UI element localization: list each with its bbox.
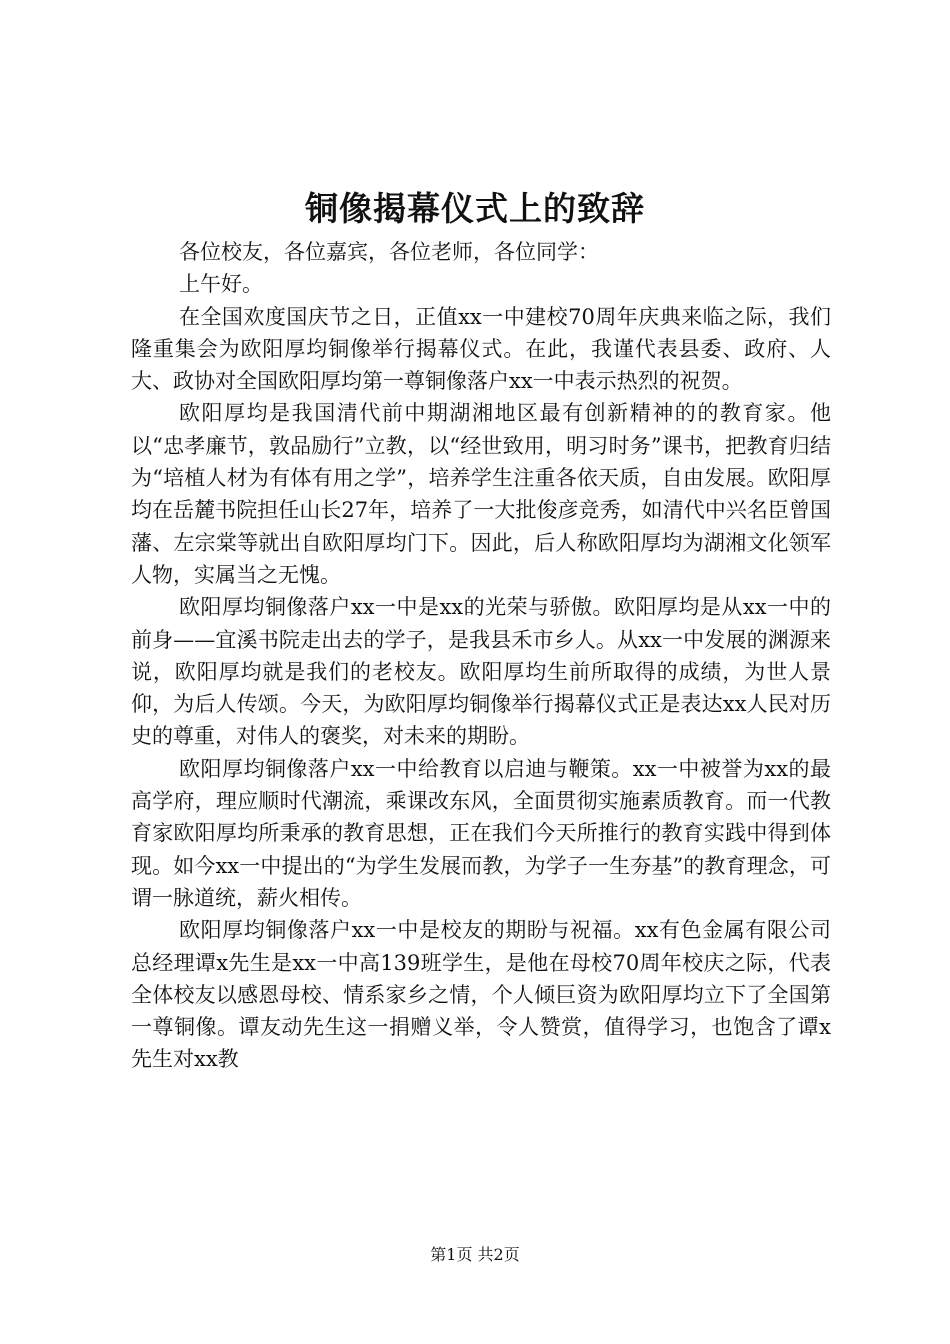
page-title: 铜像揭幕仪式上的致辞 [305,189,645,228]
salutation-line: 上午好。 [179,272,263,297]
greeting-line: 各位校友，各位嘉宾，各位老师，各位同学： [179,240,599,264]
paragraph-5: 欧阳厚均铜像落户xx一中是校友的期盼与祝福。xx有色金属有限公司总经理谭x先生是xx一中高139班学生，是他在母校70周年校庆之际，代表全体校友以感恩母校、情系家乡之情，个人倾巨资为欧阳厚均立下了全国第一尊铜像。谭友动先生这一捐赠义举，令人赞赏，值得学习，也饱含了谭x先生对xx教 [131,918,831,1072]
page-footer: 第1页 共2页 [430,1245,520,1264]
paragraph-4: 欧阳厚均铜像落户xx一中给教育以启迪与鞭策。xx一中被誉为xx的最高学府，理应顺时代潮流，乘课改东风，全面贯彻实施素质教育。而一代教育家欧阳厚均所秉承的教育思想，正在我们今天所推行的教育实践中得到体现。如今xx一中提出的“为学生发展而教，为学子一生夯基”的教育理念，可谓一脉道统，薪火相传。 [131,756,831,910]
paragraph-3: 欧阳厚均铜像落户xx一中是xx的光荣与骄傲。欧阳厚均是从xx一中的前身——宜溪书院走出去的学子，是我县禾市乡人。从xx一中发展的渊源来说，欧阳厚均就是我们的老校友。欧阳厚均生前所取得的成绩，为世人景仰，为后人传颂。今天，为欧阳厚均铜像举行揭幕仪式正是表达xx人民对历史的尊重，对伟人的褒奖，对未来的期盼。 [131,595,831,749]
paragraph-2: 欧阳厚均是我国清代前中期湖湘地区最有创新精神的的教育家。他以“忠孝廉节，敦品励行”立教，以“经世致用，明习时务”课书，把教育归结为“培植人材为有体有用之学”，培养学生注重各依天质，自由发展。欧阳厚均在岳麓书院担任山长27年，培养了一大批俊彦竞秀，如清代中兴名臣曾国藩、左宗棠等就出自欧阳厚均门下。因此，后人称欧阳厚均为湖湘文化领军人物，实属当之无愧。 [131,401,831,587]
document-body [131,236,831,1076]
paragraph-1: 在全国欢度国庆节之日，正值xx一中建校70周年庆典来临之际，我们隆重集会为欧阳厚均铜像举行揭幕仪式。在此，我谨代表县委、政府、人大、政协对全国欧阳厚均第一尊铜像落户xx一中表示热烈的祝贺。 [131,304,831,394]
